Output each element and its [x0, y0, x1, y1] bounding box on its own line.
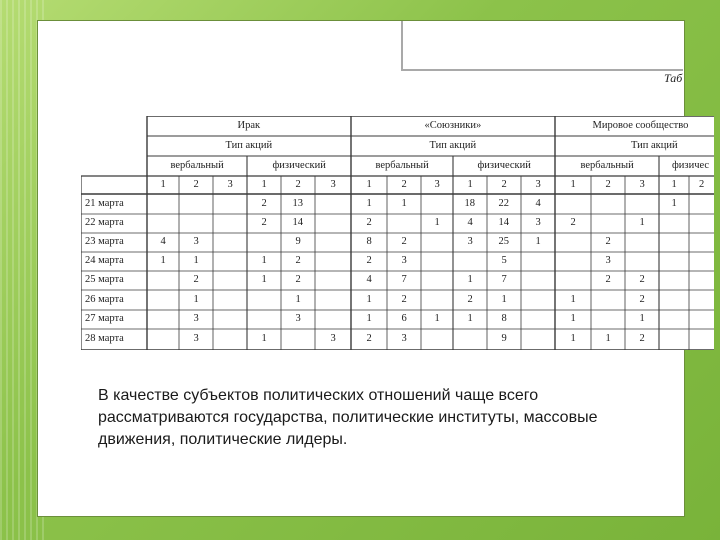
row-date: 28 марта [85, 333, 124, 344]
table-cell: 1 [434, 313, 440, 324]
table-cell: 7 [401, 274, 407, 285]
table-cell: 8 [501, 313, 507, 324]
column-number: 3 [434, 178, 440, 190]
table-cell: 2 [366, 255, 372, 266]
table-cell: 2 [295, 255, 301, 266]
row-date: 26 марта [85, 293, 124, 305]
table-cell: 3 [330, 333, 336, 344]
table-cell: 3 [535, 217, 541, 228]
title-placeholder [401, 21, 683, 71]
column-number: 1 [366, 178, 372, 190]
column-number: 3 [227, 178, 233, 190]
table-cell: 1 [193, 255, 199, 266]
table-cell: 1 [295, 293, 301, 305]
table-cell: 7 [501, 274, 507, 285]
table-cell: 8 [366, 236, 372, 247]
column-number: 3 [330, 178, 336, 190]
types-header: Тип акций [429, 139, 477, 151]
table-cell: 1 [570, 333, 576, 344]
subtype-header: физический [272, 159, 326, 171]
types-header: Тип акций [225, 139, 273, 151]
table-cell: 9 [501, 333, 507, 344]
slide [37, 20, 710, 517]
row-date: 22 марта [85, 217, 124, 228]
table-cell: 2 [639, 274, 645, 285]
table-cell: 1 [639, 313, 645, 324]
table-cell: 2 [639, 333, 645, 344]
table-cell: 1 [467, 313, 473, 324]
table-cell: 3 [193, 236, 199, 247]
table-cell: 3 [193, 333, 199, 344]
subtype-header: физический [477, 159, 531, 171]
table-cell: 2 [570, 217, 576, 228]
table-cell: 1 [570, 293, 576, 305]
table-cell: 4 [535, 197, 541, 209]
table-cell: 2 [605, 236, 611, 247]
table-cell: 4 [160, 236, 166, 247]
table-cell: 3 [401, 333, 407, 344]
column-number: 1 [671, 178, 677, 190]
table-cell: 22 [498, 197, 509, 209]
subtype-header: физичес [672, 159, 710, 171]
table-cell: 2 [467, 293, 473, 305]
table-cell: 2 [295, 274, 301, 285]
table-cell: 1 [366, 197, 372, 209]
table-cell: 18 [464, 197, 475, 209]
types-header: Тип акций [631, 139, 678, 151]
table-cell: 2 [366, 333, 372, 344]
table-cell: 1 [434, 217, 440, 228]
table-cell: 2 [366, 217, 372, 228]
table-cell: 1 [261, 333, 267, 344]
column-number: 2 [699, 178, 705, 190]
row-date: 27 марта [85, 313, 124, 324]
table-cell: 2 [261, 197, 267, 209]
table-cell: 3 [401, 255, 407, 266]
group-header: «Союзники» [424, 119, 482, 131]
table-cell: 4 [467, 217, 473, 228]
table-cell: 2 [193, 274, 199, 285]
column-number: 3 [639, 178, 645, 190]
column-number: 2 [295, 178, 301, 190]
table-cell: 1 [261, 255, 267, 266]
table-cell: 4 [366, 274, 372, 285]
column-number: 1 [570, 178, 576, 190]
table-cell: 3 [295, 313, 301, 324]
subtype-header: вербальный [580, 159, 634, 171]
column-number: 2 [605, 178, 611, 190]
table-cell: 1 [467, 274, 473, 285]
subtype-header: вербальный [170, 159, 224, 171]
table-cell: 1 [261, 274, 267, 285]
table-cell: 1 [671, 197, 677, 209]
table-cell: 3 [605, 255, 611, 266]
table-cell: 1 [193, 293, 199, 305]
row-date: 25 марта [85, 274, 124, 285]
table-cell: 1 [401, 197, 407, 209]
row-date: 21 марта [85, 197, 124, 209]
subtype-header: вербальный [375, 159, 429, 171]
table-cell: 5 [501, 255, 507, 266]
column-number: 1 [160, 178, 166, 190]
table-cell: 1 [160, 255, 166, 266]
table-cell: 1 [570, 313, 576, 324]
data-table [81, 116, 714, 350]
table-cell: 1 [366, 293, 372, 305]
table-cell: 1 [639, 217, 645, 228]
table-cell: 6 [401, 313, 407, 324]
table-cell: 25 [498, 236, 509, 247]
column-number: 1 [467, 178, 473, 190]
table-cell: 9 [295, 236, 301, 247]
table-cell: 1 [501, 293, 507, 305]
group-header: Ирак [237, 119, 261, 131]
table-cell: 2 [401, 293, 407, 305]
table-cell: 2 [261, 217, 267, 228]
table-cell: 1 [366, 313, 372, 324]
column-number: 2 [501, 178, 507, 190]
table-grid [81, 116, 714, 350]
group-header: Мировое сообщество [592, 119, 689, 131]
table-cell: 2 [639, 293, 645, 305]
column-number: 2 [401, 178, 407, 190]
table-cell: 3 [467, 236, 473, 247]
table-cell: 1 [605, 333, 611, 344]
table-mark: Таб [664, 71, 683, 85]
table-cell: 1 [535, 236, 541, 247]
row-date: 23 марта [85, 236, 124, 247]
column-number: 3 [535, 178, 541, 190]
table-cell: 14 [292, 217, 303, 228]
row-date: 24 марта [85, 255, 124, 266]
caption-text: В качестве субъектов политических отношений чаще всего рассматриваются государства, политические институты, массовые движения, политические лидеры. [98, 387, 598, 448]
column-number: 1 [261, 178, 267, 190]
table-cell: 3 [193, 313, 199, 324]
column-number: 2 [193, 178, 199, 190]
table-cell: 2 [605, 274, 611, 285]
table-cell: 14 [498, 217, 509, 228]
table-cell: 2 [401, 236, 407, 247]
table-cell: 13 [292, 197, 303, 209]
